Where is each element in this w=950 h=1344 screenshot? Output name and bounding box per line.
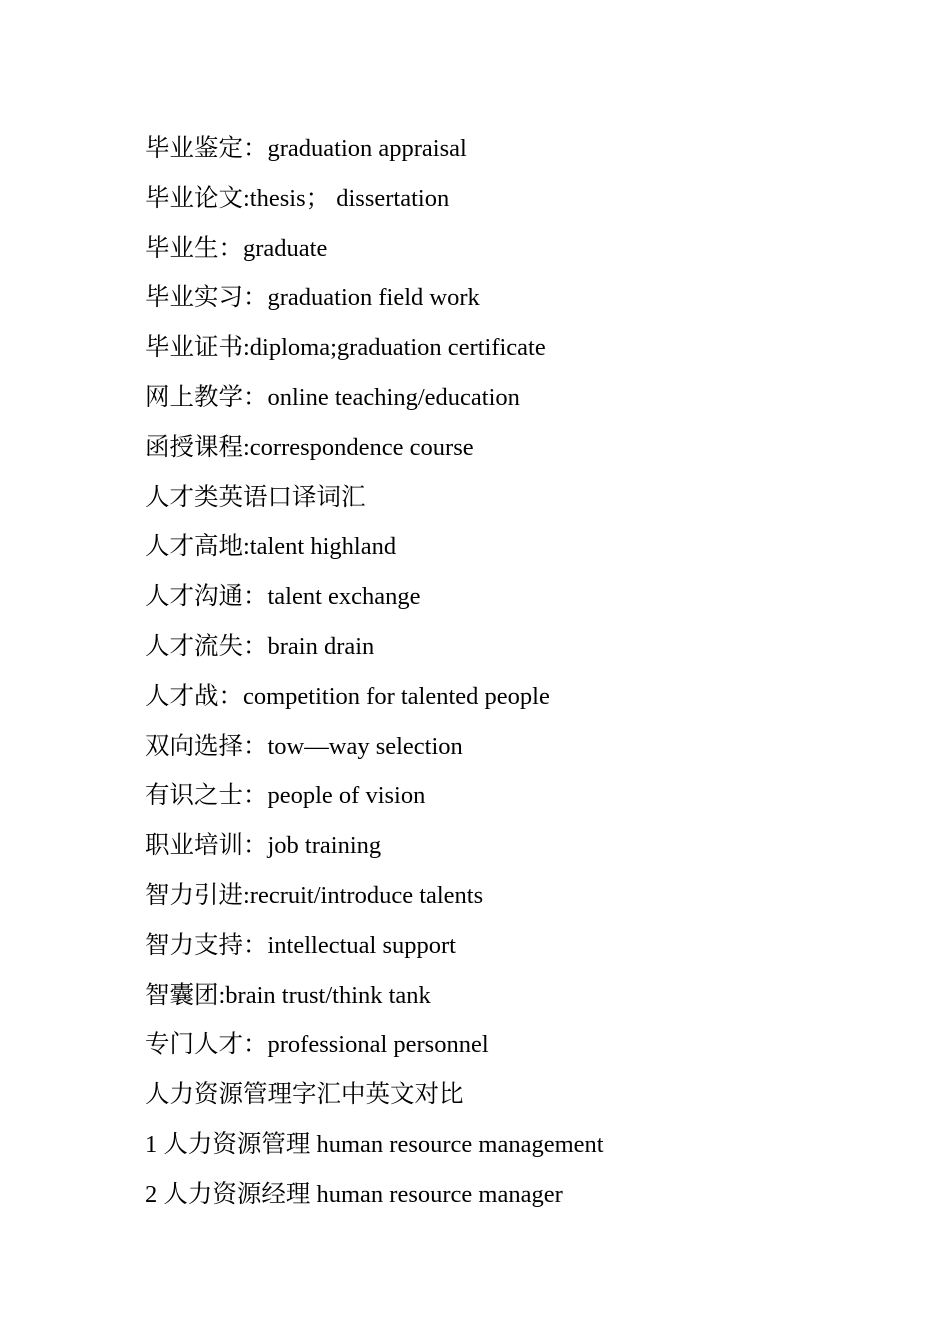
vocabulary-line: 毕业鉴定：graduation appraisal	[145, 135, 467, 162]
vocabulary-line: 网上教学：online teaching/education	[145, 383, 520, 411]
vocabulary-line: 人才战：competition for talented people	[145, 682, 550, 710]
vocabulary-line: 1 人力资源管理 human resource management	[145, 1130, 604, 1158]
vocabulary-line: 智力引进:recruit/introduce talents	[145, 881, 484, 909]
section-heading: 人才类英语口译词汇	[145, 483, 366, 511]
vocabulary-line: 2 人力资源经理 human resource manager	[145, 1180, 563, 1208]
vocabulary-line: 毕业生：graduate	[145, 234, 328, 262]
section-heading: 人力资源管理字汇中英文对比	[145, 1081, 464, 1109]
vocabulary-list	[145, 129, 905, 1225]
vocabulary-line: 人才高地:talent highland	[145, 533, 397, 561]
vocabulary-line: 智力支持：intellectual support	[145, 931, 456, 959]
vocabulary-line: 专门人才：professional personnel	[145, 1031, 489, 1059]
vocabulary-line: 智囊团:brain trust/think tank	[145, 981, 431, 1009]
vocabulary-line: 人才沟通：talent exchange	[145, 583, 421, 611]
vocabulary-line: 函授课程:correspondence course	[145, 433, 474, 461]
vocabulary-line: 人才流失：brain drain	[145, 632, 375, 660]
vocabulary-line: 职业培训：job training	[145, 832, 382, 860]
vocabulary-line: 毕业论文:thesis； dissertation	[145, 184, 450, 212]
vocabulary-line: 有识之士：people of vision	[145, 782, 426, 810]
vocabulary-line: 双向选择：tow—way selection	[145, 732, 463, 760]
vocabulary-line: 毕业实习：graduation field work	[145, 284, 480, 312]
vocabulary-line: 毕业证书:diploma;graduation certificate	[145, 334, 546, 362]
